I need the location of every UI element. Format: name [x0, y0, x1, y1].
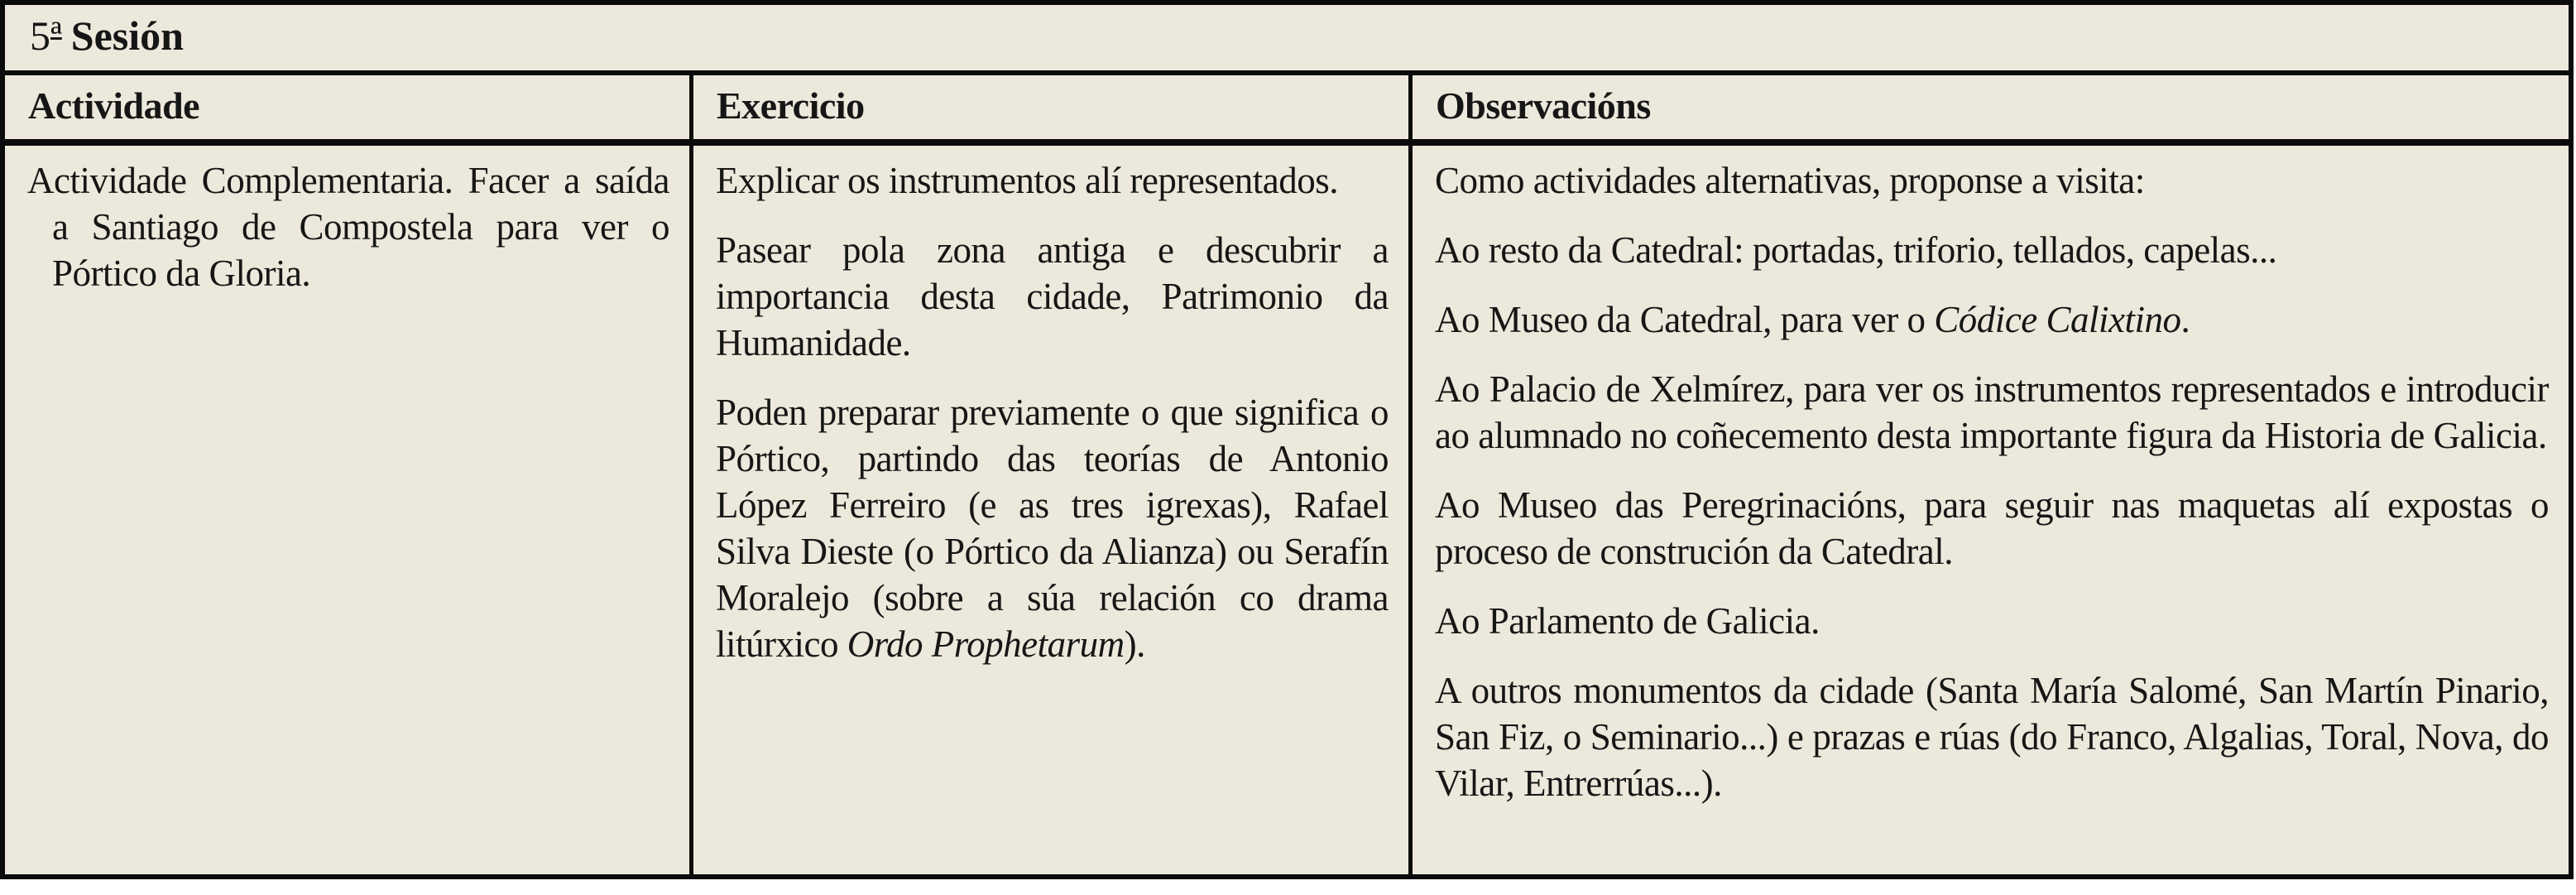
paragraph [716, 389, 1389, 667]
session-ordinal: ª [50, 12, 62, 59]
paragraph [1435, 667, 2549, 806]
text-run: Ao resto da Catedral: portadas, triforio, tellados, capelas... [1435, 229, 2277, 271]
cell-exercicio [689, 146, 1408, 874]
text-run: Explicar os instrumentos alí representados. [716, 160, 1339, 201]
text-run: Como actividades alternativas, proponse a visita: [1435, 160, 2145, 201]
cell-observacions [1408, 146, 2569, 874]
paragraph [716, 157, 1389, 204]
paragraph [1435, 296, 2549, 343]
text-run: Ao Parlamento de Galicia. [1435, 600, 1820, 642]
table-header-row [5, 75, 2569, 146]
text-run: Ao Museo da Catedral, para ver o [1435, 299, 1935, 340]
session-title: Sesión [70, 12, 184, 59]
column-header-observacions: Observacións [1408, 75, 2569, 139]
italic-text-run: Códice Calixtino [1934, 299, 2181, 340]
paragraph [1435, 482, 2549, 575]
text-run: ). [1124, 623, 1145, 665]
cell-actividade [5, 146, 689, 874]
paragraph [716, 227, 1389, 366]
session-number: 5 [30, 12, 50, 59]
paragraph [1435, 366, 2549, 459]
text-run: Ao Palacio de Xelmírez, para ver os instrumentos representados e introducir ao alumnado no coñecemento desta importante figura da Historia de Galicia. [1435, 368, 2549, 456]
paragraph [1435, 227, 2549, 273]
text-run: Actividade Complementaria. Facer a saída a Santiago de Compostela para ver o Pórtico da Gloria. [27, 160, 669, 294]
paragraph [1435, 157, 2549, 204]
session-title-row [5, 5, 2569, 75]
text-run: Pasear pola zona antiga e descubrir a importancia desta cidade, Patrimonio da Humanidade. [716, 229, 1389, 363]
column-header-actividade: Actividade [28, 84, 200, 127]
text-run: A outros monumentos da cidade (Santa María Salomé, San Martín Pinario, San Fiz, o Seminario...) e prazas e rúas (do Franco, Algalias, Toral, Nova, do Vilar, Entrerrúas...). [1435, 670, 2549, 804]
text-run: . [2180, 299, 2190, 340]
italic-text-run: Ordo Prophetarum [847, 623, 1125, 665]
column-header-exercicio: Exercicio [689, 75, 1408, 139]
text-run: Ao Museo das Peregrinacións, para seguir nas maquetas alí expostas o proceso de construción da Catedral. [1435, 484, 2549, 572]
text-run: Poden preparar previamente o que significa o Pórtico, partindo das teorías de Antonio López Ferreiro (e as tres igrexas), Rafael Silva Dieste (o Pórtico da Alianza) ou Serafín Moralejo (sobre a súa relación co drama litúrxico [716, 392, 1389, 665]
paragraph [1435, 598, 2549, 644]
paragraph [27, 157, 669, 296]
table-body-row [5, 146, 2569, 874]
